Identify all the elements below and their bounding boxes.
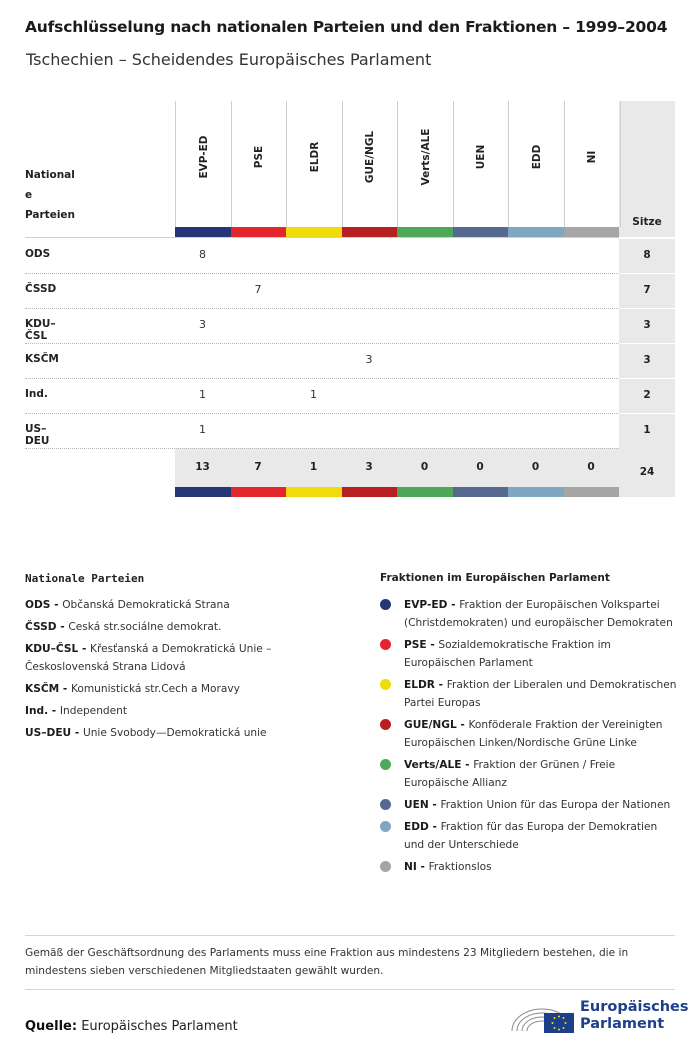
table-cell: 8 bbox=[199, 248, 206, 261]
row-party-label: KSČM bbox=[25, 353, 59, 365]
column-header bbox=[564, 101, 621, 227]
party-abbr: KDU–ČSL - bbox=[25, 643, 91, 655]
logo-wordmark bbox=[580, 999, 689, 1033]
group-abbr: Verts/ALE - bbox=[404, 759, 474, 771]
row-header-line: Parteien bbox=[25, 209, 76, 221]
group-total: 13 bbox=[195, 461, 210, 473]
group-color-strip bbox=[175, 227, 231, 237]
group-color-strip bbox=[397, 227, 453, 237]
table-cell: 1 bbox=[199, 423, 206, 436]
party-name: Independent bbox=[59, 705, 128, 717]
party-legend-item bbox=[25, 702, 345, 720]
table-cell: 3 bbox=[365, 353, 373, 366]
group-total: 3 bbox=[365, 461, 373, 473]
total-separator bbox=[619, 413, 675, 414]
column-header bbox=[286, 101, 342, 227]
group-name: Fraktion der Liberalen und Demokratischen Partei Europas bbox=[404, 679, 677, 709]
column-label: Verts/ALE bbox=[419, 128, 432, 186]
group-color-strip bbox=[175, 487, 231, 497]
group-color-dot-icon bbox=[380, 599, 391, 610]
group-total: 0 bbox=[476, 461, 484, 473]
row-separator bbox=[25, 308, 619, 309]
group-abbr: EDD - bbox=[404, 821, 441, 833]
group-color-dot-icon bbox=[380, 639, 391, 650]
table-cell: 3 bbox=[199, 318, 206, 331]
group-name: Fraktionslos bbox=[428, 861, 492, 873]
party-legend-title: Nationale Parteien bbox=[25, 572, 145, 585]
group-color-dot-icon bbox=[380, 861, 391, 872]
group-name: Fraktion Union für das Europa der Nationen bbox=[440, 799, 671, 811]
group-color-strip bbox=[508, 227, 564, 237]
column-label: ELDR bbox=[308, 141, 321, 173]
total-separator bbox=[619, 343, 675, 344]
row-header bbox=[25, 165, 85, 225]
group-name: Fraktion der Europäischen Volkspartei (Christdemokraten) und europäischer Demokraten bbox=[404, 599, 673, 629]
column-header bbox=[508, 101, 564, 227]
total-separator bbox=[619, 378, 675, 379]
group-legend-item bbox=[380, 596, 680, 632]
column-label: GUE/NGL bbox=[364, 130, 376, 184]
row-party-label: Ind. bbox=[25, 388, 48, 400]
table-cell: 7 bbox=[254, 283, 262, 296]
group-color-strip bbox=[286, 487, 342, 497]
party-legend-item bbox=[25, 618, 345, 636]
row-party-label: ČSSD bbox=[25, 283, 57, 295]
row-separator bbox=[25, 378, 619, 379]
column-header bbox=[397, 101, 453, 227]
ep-logo bbox=[508, 997, 689, 1037]
group-name: Fraktion der Grünen / Freie Europäische Allianz bbox=[404, 759, 616, 789]
row-total: 2 bbox=[619, 378, 675, 413]
row-separator bbox=[25, 343, 619, 344]
party-name: Komunistická str.Cech a Moravy bbox=[70, 683, 240, 695]
total-separator bbox=[619, 238, 675, 239]
row-total: 1 bbox=[619, 413, 675, 448]
group-abbr: NI - bbox=[404, 861, 429, 873]
group-color-strip bbox=[564, 487, 620, 497]
party-abbr: Ind. - bbox=[25, 705, 60, 717]
party-legend bbox=[25, 596, 345, 746]
party-name: Občanská Demokratická Strana bbox=[62, 599, 230, 611]
group-legend-item bbox=[380, 756, 680, 792]
source-value: Europäisches Parlament bbox=[81, 1019, 238, 1034]
group-legend-item bbox=[380, 676, 680, 712]
total-header-cell bbox=[619, 101, 675, 237]
page-title: Aufschlüsselung nach nationalen Parteien und den Fraktionen – 1999–2004 bbox=[25, 18, 668, 36]
group-abbr: PSE - bbox=[404, 639, 439, 651]
logo-line1: Europäisches bbox=[580, 999, 689, 1015]
column-label: EDD bbox=[530, 144, 543, 170]
row-total: 7 bbox=[619, 273, 675, 308]
row-party-label: ODS bbox=[25, 248, 51, 260]
grand-total: 24 bbox=[619, 448, 675, 497]
column-label: PSE bbox=[253, 145, 265, 169]
group-color-strip bbox=[342, 227, 398, 237]
group-color-dot-icon bbox=[380, 821, 391, 832]
column-label: EVP-ED bbox=[197, 135, 210, 179]
group-color-dot-icon bbox=[380, 759, 391, 770]
group-abbr: UEN - bbox=[404, 799, 441, 811]
table-cell: 1 bbox=[199, 388, 206, 401]
group-color-dot-icon bbox=[380, 799, 391, 810]
group-total: 0 bbox=[420, 461, 429, 473]
group-total: 7 bbox=[254, 461, 262, 473]
row-total: 8 bbox=[619, 238, 675, 273]
group-legend-item bbox=[380, 858, 680, 876]
party-name: Unie Svobody—Demokratická unie bbox=[82, 727, 267, 739]
party-legend-item bbox=[25, 724, 345, 742]
header-rule bbox=[25, 237, 619, 238]
group-legend-item bbox=[380, 796, 680, 814]
row-total: 3 bbox=[619, 308, 675, 343]
group-color-strip bbox=[564, 227, 620, 237]
group-legend-item bbox=[380, 818, 680, 854]
group-color-strip bbox=[397, 487, 453, 497]
group-total: 0 bbox=[531, 461, 540, 473]
group-abbr: ELDR - bbox=[404, 679, 447, 691]
column-header bbox=[342, 101, 398, 227]
group-total: 0 bbox=[587, 461, 595, 473]
group-color-strip bbox=[453, 487, 509, 497]
table-cell: 1 bbox=[310, 388, 317, 401]
group-abbr: EVP-ED - bbox=[404, 599, 460, 611]
group-legend-item bbox=[380, 636, 680, 672]
logo-line2: Parlament bbox=[580, 1016, 665, 1032]
group-name: Fraktion für das Europa der Demokratien und der Unterschiede bbox=[404, 821, 658, 851]
column-label: NI bbox=[586, 150, 598, 164]
group-legend bbox=[380, 596, 680, 880]
party-name: Ceská str.sociálne demokrat. bbox=[68, 621, 222, 633]
group-abbr: GUE/NGL - bbox=[404, 719, 469, 731]
group-color-dot-icon bbox=[380, 719, 391, 730]
total-header: Sitze bbox=[632, 216, 662, 228]
total-separator bbox=[619, 308, 675, 309]
group-color-strip bbox=[453, 227, 509, 237]
row-party-label: US–DEU bbox=[25, 423, 50, 447]
divider bbox=[25, 935, 675, 936]
group-legend-title: Fraktionen im Europäischen Parlament bbox=[380, 572, 610, 584]
group-total: 1 bbox=[309, 461, 318, 473]
party-abbr: ODS - bbox=[25, 599, 63, 611]
group-legend-item bbox=[380, 716, 680, 752]
row-separator bbox=[25, 413, 619, 414]
group-color-strip bbox=[508, 487, 564, 497]
group-name: Konföderale Fraktion der Vereinigten Europäischen Linken/Nordische Grüne Linke bbox=[404, 719, 663, 749]
party-name: Křesťanská a Demokratická Unie – Československá Strana Lidová bbox=[25, 643, 272, 673]
parliament-hemicycle-icon bbox=[508, 997, 578, 1037]
footnote: Gemäß der Geschäftsordnung des Parlaments muss eine Fraktion aus mindestens 23 Mitgliedern bestehen, die in mindestens sieben verschiedenen Mitgliedstaaten gewählt wurden. bbox=[25, 947, 629, 977]
row-party-label: KDU–ČSL bbox=[25, 318, 56, 342]
source-label: Quelle: bbox=[25, 1019, 78, 1034]
row-separator bbox=[25, 273, 619, 274]
party-legend-item bbox=[25, 680, 345, 698]
group-color-strip bbox=[231, 227, 287, 237]
group-color-strip bbox=[286, 227, 342, 237]
group-color-dot-icon bbox=[380, 679, 391, 690]
page-subtitle: Tschechien – Scheidendes Europäisches Parlament bbox=[26, 50, 432, 69]
party-abbr: US–DEU - bbox=[25, 727, 83, 739]
row-header-line: e bbox=[25, 189, 33, 201]
column-label: UEN bbox=[475, 144, 487, 170]
column-header bbox=[175, 101, 231, 227]
party-legend-item bbox=[25, 640, 345, 676]
column-header bbox=[231, 101, 287, 227]
divider bbox=[25, 989, 675, 990]
group-name: Sozialdemokratische Fraktion im Europäischen Parlament bbox=[404, 639, 611, 669]
party-legend-item bbox=[25, 596, 345, 614]
row-header-line: National bbox=[25, 169, 75, 181]
total-separator bbox=[619, 273, 675, 274]
party-abbr: KSČM - bbox=[25, 683, 71, 695]
source-line bbox=[25, 1019, 238, 1034]
party-abbr: ČSSD - bbox=[25, 621, 69, 633]
group-color-strip bbox=[342, 487, 398, 497]
column-header bbox=[453, 101, 509, 227]
row-total: 3 bbox=[619, 343, 675, 378]
group-color-strip bbox=[231, 487, 287, 497]
